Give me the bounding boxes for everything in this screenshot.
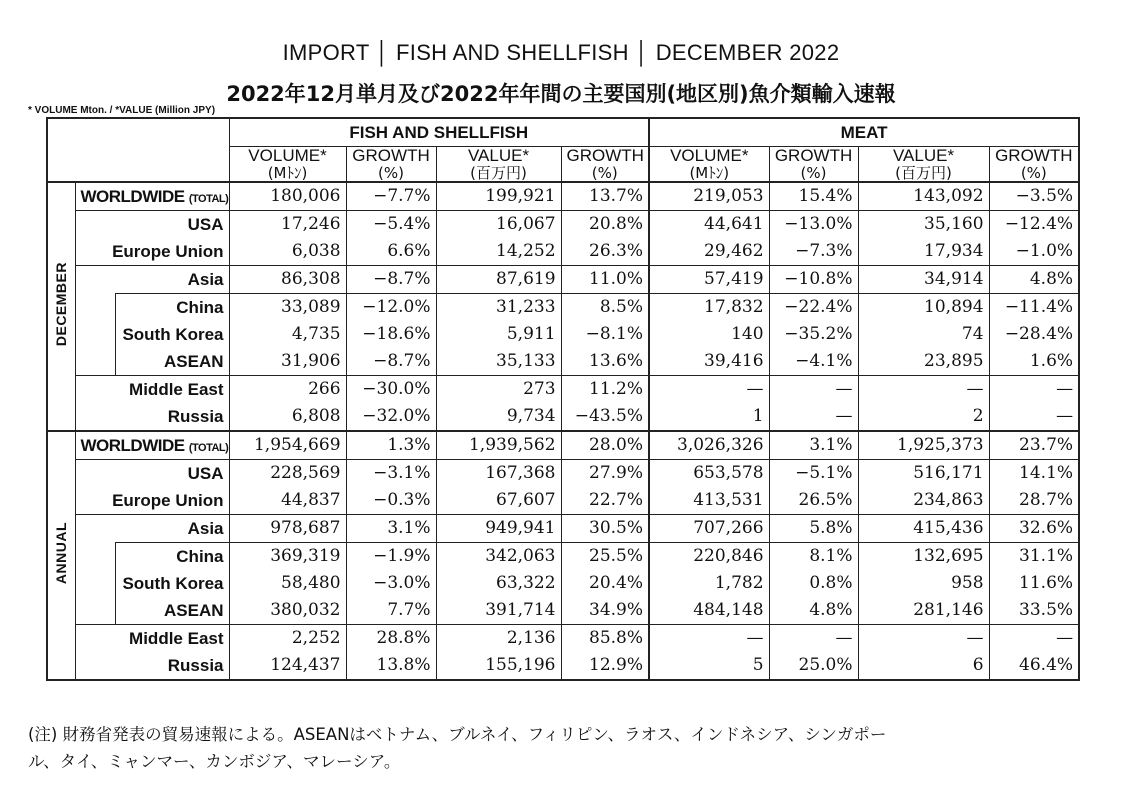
cell-volume-growth: −7.7%	[346, 182, 436, 211]
col-label: GROWTH	[995, 146, 1073, 165]
cell-value: 1,939,562	[436, 431, 561, 460]
cell-volume: 1,954,669	[229, 431, 346, 460]
col-unit: (百万円)	[895, 164, 952, 182]
cell-value: 949,941	[436, 515, 561, 543]
cell-volume-growth: 13.8%	[346, 652, 436, 680]
table-row-china	[47, 294, 1079, 322]
cell-meat-volume-growth: −13.0%	[769, 211, 858, 239]
cell-meat-volume-growth: 5.8%	[769, 515, 858, 543]
cell-meat-value: 281,146	[858, 597, 989, 625]
cell-value: 31,233	[436, 294, 561, 322]
cell-value-growth: 34.9%	[561, 597, 649, 625]
cell-meat-volume: 3,026,326	[649, 431, 769, 460]
table-row-mideast	[47, 376, 1079, 404]
table-row-worldwide	[47, 182, 1079, 211]
cell-meat-volume: 1,782	[649, 570, 769, 597]
cell-volume: 369,319	[229, 543, 346, 571]
group-meat: MEAT	[649, 118, 1079, 147]
cell-meat-volume-growth: −22.4%	[769, 294, 858, 322]
row-label-worldwide	[75, 182, 229, 211]
cell-volume-growth: −3.0%	[346, 570, 436, 597]
row-label-asia: Asia	[75, 515, 229, 543]
table-row-worldwide	[47, 431, 1079, 460]
cell-value-growth: −8.1%	[561, 321, 649, 348]
cell-meat-value-growth: −1.0%	[989, 238, 1079, 266]
table-row-asean	[47, 597, 1079, 625]
table-row-russia	[47, 403, 1079, 431]
col-label: VALUE*	[892, 146, 955, 165]
table-row-asia	[47, 266, 1079, 294]
cell-value-growth: −43.5%	[561, 403, 649, 431]
cell-volume: 6,038	[229, 238, 346, 266]
cell-value: 9,734	[436, 403, 561, 431]
row-label-usa: USA	[75, 211, 229, 239]
cell-volume-growth: 3.1%	[346, 515, 436, 543]
col-meat-volume	[649, 147, 769, 183]
col-unit: (%)	[591, 164, 618, 182]
cell-meat-volume-growth: 0.8%	[769, 570, 858, 597]
unit-note: * VOLUME Mton. / *VALUE (Million JPY)	[28, 105, 216, 116]
row-label-main: WORLDWIDE	[80, 436, 185, 455]
row-label-asean: ASEAN	[115, 597, 229, 625]
cell-volume: 44,837	[229, 487, 346, 515]
cell-meat-value: —	[858, 625, 989, 653]
cell-value: 391,714	[436, 597, 561, 625]
cell-volume: 2,252	[229, 625, 346, 653]
cell-meat-volume-growth: 15.4%	[769, 182, 858, 211]
cell-volume: 4,735	[229, 321, 346, 348]
cell-volume-growth: −30.0%	[346, 376, 436, 404]
cell-volume: 266	[229, 376, 346, 404]
cell-meat-volume: 17,832	[649, 294, 769, 322]
cell-meat-value: 10,894	[858, 294, 989, 322]
cell-value: 167,368	[436, 460, 561, 488]
cell-volume: 17,246	[229, 211, 346, 239]
cell-meat-volume-growth: −7.3%	[769, 238, 858, 266]
cell-volume: 978,687	[229, 515, 346, 543]
row-label-korea: South Korea	[115, 321, 229, 348]
col-label: VOLUME*	[248, 146, 327, 165]
cell-meat-volume: 220,846	[649, 543, 769, 571]
cell-value-growth: 12.9%	[561, 652, 649, 680]
col-label: GROWTH	[352, 146, 430, 165]
cell-volume: 228,569	[229, 460, 346, 488]
cell-meat-value-growth: 28.7%	[989, 487, 1079, 515]
annual-section	[47, 431, 1079, 680]
cell-volume-growth: −8.7%	[346, 348, 436, 376]
table-row-eu	[47, 238, 1079, 266]
cell-value: 5,911	[436, 321, 561, 348]
table-row-usa	[47, 211, 1079, 239]
cell-volume-growth: −3.1%	[346, 460, 436, 488]
cell-meat-volume: 707,266	[649, 515, 769, 543]
cell-meat-value-growth: 33.5%	[989, 597, 1079, 625]
col-label: GROWTH	[566, 146, 644, 165]
cell-value: 14,252	[436, 238, 561, 266]
cell-value: 342,063	[436, 543, 561, 571]
row-label-usa: USA	[75, 460, 229, 488]
row-label-asean: ASEAN	[115, 348, 229, 376]
footnote-line-1: (注) 財務省発表の貿易速報による。ASEANはベトナム、ブルネイ、フィリピン、ラオス、インドネシア、シンガポー	[28, 725, 887, 744]
cell-meat-value-growth: —	[989, 403, 1079, 431]
cell-meat-volume-growth: −5.1%	[769, 460, 858, 488]
cell-meat-value-growth: 32.6%	[989, 515, 1079, 543]
cell-volume: 58,480	[229, 570, 346, 597]
table-row-usa	[47, 460, 1079, 488]
cell-meat-volume: 44,641	[649, 211, 769, 239]
cell-volume: 31,906	[229, 348, 346, 376]
col-fish-volume-growth	[346, 147, 436, 183]
cell-volume: 380,032	[229, 597, 346, 625]
cell-meat-volume-growth: 4.8%	[769, 597, 858, 625]
cell-meat-volume: 5	[649, 652, 769, 680]
col-meat-volume-growth	[769, 147, 858, 183]
col-label: VOLUME*	[670, 146, 749, 165]
cell-value: 273	[436, 376, 561, 404]
cell-volume-growth: 1.3%	[346, 431, 436, 460]
cell-meat-value: 516,171	[858, 460, 989, 488]
cell-volume-growth: −18.6%	[346, 321, 436, 348]
col-unit: (%)	[1020, 164, 1047, 182]
col-meat-value-growth	[989, 147, 1079, 183]
cell-meat-volume: —	[649, 625, 769, 653]
cell-volume-growth: 6.6%	[346, 238, 436, 266]
cell-meat-volume-growth: —	[769, 403, 858, 431]
row-label-eu: Europe Union	[75, 487, 229, 515]
row-label-worldwide	[75, 431, 229, 460]
cell-meat-value: 34,914	[858, 266, 989, 294]
cell-value-growth: 25.5%	[561, 543, 649, 571]
cell-volume: 6,808	[229, 403, 346, 431]
cell-meat-value-growth: −11.4%	[989, 294, 1079, 322]
cell-value-growth: 28.0%	[561, 431, 649, 460]
cell-meat-value-growth: —	[989, 625, 1079, 653]
col-label: GROWTH	[774, 146, 853, 165]
cell-meat-volume-growth: 8.1%	[769, 543, 858, 571]
cell-volume: 86,308	[229, 266, 346, 294]
col-label: VALUE*	[467, 146, 530, 165]
table-row-asean	[47, 348, 1079, 376]
cell-volume-growth: −32.0%	[346, 403, 436, 431]
cell-volume-growth: −12.0%	[346, 294, 436, 322]
cell-meat-volume: —	[649, 376, 769, 404]
cell-meat-volume: 484,148	[649, 597, 769, 625]
section-label-text: DECEMBER	[53, 262, 70, 347]
cell-value: 199,921	[436, 182, 561, 211]
page-title: IMPORT │ FISH AND SHELLFISH │ DECEMBER 2022	[282, 40, 840, 65]
cell-meat-volume: 39,416	[649, 348, 769, 376]
row-label-sub: (TOTAL)	[188, 442, 229, 454]
cell-meat-value-growth: —	[989, 376, 1079, 404]
footnote-line-2: ル、タイ、ミャンマー、カンボジア、マレーシア。	[28, 752, 401, 771]
cell-meat-value: 132,695	[858, 543, 989, 571]
cell-volume-growth: −1.9%	[346, 543, 436, 571]
cell-meat-volume-growth: −10.8%	[769, 266, 858, 294]
cell-value-growth: 11.2%	[561, 376, 649, 404]
cell-value-growth: 85.8%	[561, 625, 649, 653]
cell-meat-volume-growth: 25.0%	[769, 652, 858, 680]
cell-value: 35,133	[436, 348, 561, 376]
row-label-china: China	[115, 294, 229, 322]
row-label-eu: Europe Union	[75, 238, 229, 266]
cell-meat-value: 1,925,373	[858, 431, 989, 460]
cell-meat-value-growth: −3.5%	[989, 182, 1079, 211]
cell-meat-value: 2	[858, 403, 989, 431]
cell-volume-growth: 28.8%	[346, 625, 436, 653]
section-label-text: ANNUAL	[53, 522, 70, 585]
col-fish-value	[436, 147, 561, 183]
cell-meat-value-growth: −12.4%	[989, 211, 1079, 239]
cell-meat-value-growth: 46.4%	[989, 652, 1079, 680]
col-unit: (Mﾄﾝ)	[689, 164, 730, 182]
cell-meat-value-growth: 4.8%	[989, 266, 1079, 294]
cell-value-growth: 20.4%	[561, 570, 649, 597]
row-label-mideast: Middle East	[75, 625, 229, 653]
cell-volume-growth: 7.7%	[346, 597, 436, 625]
cell-meat-value-growth: 11.6%	[989, 570, 1079, 597]
cell-meat-volume: 219,053	[649, 182, 769, 211]
cell-meat-value: 23,895	[858, 348, 989, 376]
cell-value: 67,607	[436, 487, 561, 515]
cell-value-growth: 11.0%	[561, 266, 649, 294]
cell-meat-value: 6	[858, 652, 989, 680]
table-row-mideast	[47, 625, 1079, 653]
col-unit: (%)	[378, 164, 404, 182]
corner-cell	[47, 118, 229, 182]
cell-value-growth: 26.3%	[561, 238, 649, 266]
cell-value-growth: 30.5%	[561, 515, 649, 543]
cell-value: 16,067	[436, 211, 561, 239]
cell-meat-volume-growth: —	[769, 376, 858, 404]
table-row-china	[47, 543, 1079, 571]
cell-meat-volume: 140	[649, 321, 769, 348]
cell-volume: 33,089	[229, 294, 346, 322]
cell-meat-value: 74	[858, 321, 989, 348]
cell-meat-value: 958	[858, 570, 989, 597]
cell-meat-volume-growth: 3.1%	[769, 431, 858, 460]
cell-value-growth: 22.7%	[561, 487, 649, 515]
cell-meat-volume-growth: −4.1%	[769, 348, 858, 376]
col-unit: (%)	[800, 164, 827, 182]
cell-meat-volume: 57,419	[649, 266, 769, 294]
cell-meat-volume: 1	[649, 403, 769, 431]
cell-meat-volume: 29,462	[649, 238, 769, 266]
col-fish-value-growth	[561, 147, 649, 183]
indent-spacer	[75, 543, 115, 625]
col-meat-value	[858, 147, 989, 183]
cell-value: 155,196	[436, 652, 561, 680]
row-label-korea: South Korea	[115, 570, 229, 597]
cell-volume: 180,006	[229, 182, 346, 211]
cell-meat-volume: 653,578	[649, 460, 769, 488]
cell-meat-value: —	[858, 376, 989, 404]
table-row-korea	[47, 321, 1079, 348]
cell-value: 87,619	[436, 266, 561, 294]
col-unit: (Mﾄﾝ)	[267, 164, 308, 182]
cell-meat-value-growth: 1.6%	[989, 348, 1079, 376]
row-label-sub: (TOTAL)	[188, 193, 229, 205]
cell-meat-value-growth: 31.1%	[989, 543, 1079, 571]
cell-volume-growth: −0.3%	[346, 487, 436, 515]
cell-meat-volume-growth: −35.2%	[769, 321, 858, 348]
row-label-main: WORLDWIDE	[80, 187, 185, 206]
cell-meat-value-growth: 23.7%	[989, 431, 1079, 460]
row-label-russia: Russia	[75, 652, 229, 680]
december-section	[47, 182, 1079, 431]
row-label-russia: Russia	[75, 403, 229, 431]
cell-value-growth: 8.5%	[561, 294, 649, 322]
cell-meat-value: 234,863	[858, 487, 989, 515]
cell-volume-growth: −5.4%	[346, 211, 436, 239]
cell-volume-growth: −8.7%	[346, 266, 436, 294]
cell-value-growth: 27.9%	[561, 460, 649, 488]
indent-spacer	[75, 294, 115, 376]
group-header-row	[47, 118, 1079, 147]
group-fish: FISH AND SHELLFISH	[229, 118, 649, 147]
row-label-asia: Asia	[75, 266, 229, 294]
cell-meat-volume-growth: 26.5%	[769, 487, 858, 515]
import-table	[46, 117, 1080, 681]
cell-value-growth: 20.8%	[561, 211, 649, 239]
cell-meat-value: 143,092	[858, 182, 989, 211]
footnote	[28, 721, 1098, 775]
col-fish-volume	[229, 147, 346, 183]
row-label-mideast: Middle East	[75, 376, 229, 404]
cell-meat-value: 35,160	[858, 211, 989, 239]
section-label-annual	[47, 431, 75, 680]
cell-value: 2,136	[436, 625, 561, 653]
cell-value-growth: 13.6%	[561, 348, 649, 376]
section-label-december	[47, 182, 75, 431]
cell-value: 63,322	[436, 570, 561, 597]
cell-volume: 124,437	[229, 652, 346, 680]
cell-meat-value-growth: 14.1%	[989, 460, 1079, 488]
table-row-eu	[47, 487, 1079, 515]
page-title-japanese: 2022年12月単月及び2022年年間の主要国別(地区別)魚介類輸入速報	[226, 82, 896, 106]
row-label-china: China	[115, 543, 229, 571]
table-row-russia	[47, 652, 1079, 680]
col-unit: (百万円)	[470, 164, 527, 182]
table-row-asia	[47, 515, 1079, 543]
cell-value-growth: 13.7%	[561, 182, 649, 211]
cell-meat-value-growth: −28.4%	[989, 321, 1079, 348]
cell-meat-volume: 413,531	[649, 487, 769, 515]
cell-meat-volume-growth: —	[769, 625, 858, 653]
cell-meat-value: 415,436	[858, 515, 989, 543]
cell-meat-value: 17,934	[858, 238, 989, 266]
table-row-korea	[47, 570, 1079, 597]
